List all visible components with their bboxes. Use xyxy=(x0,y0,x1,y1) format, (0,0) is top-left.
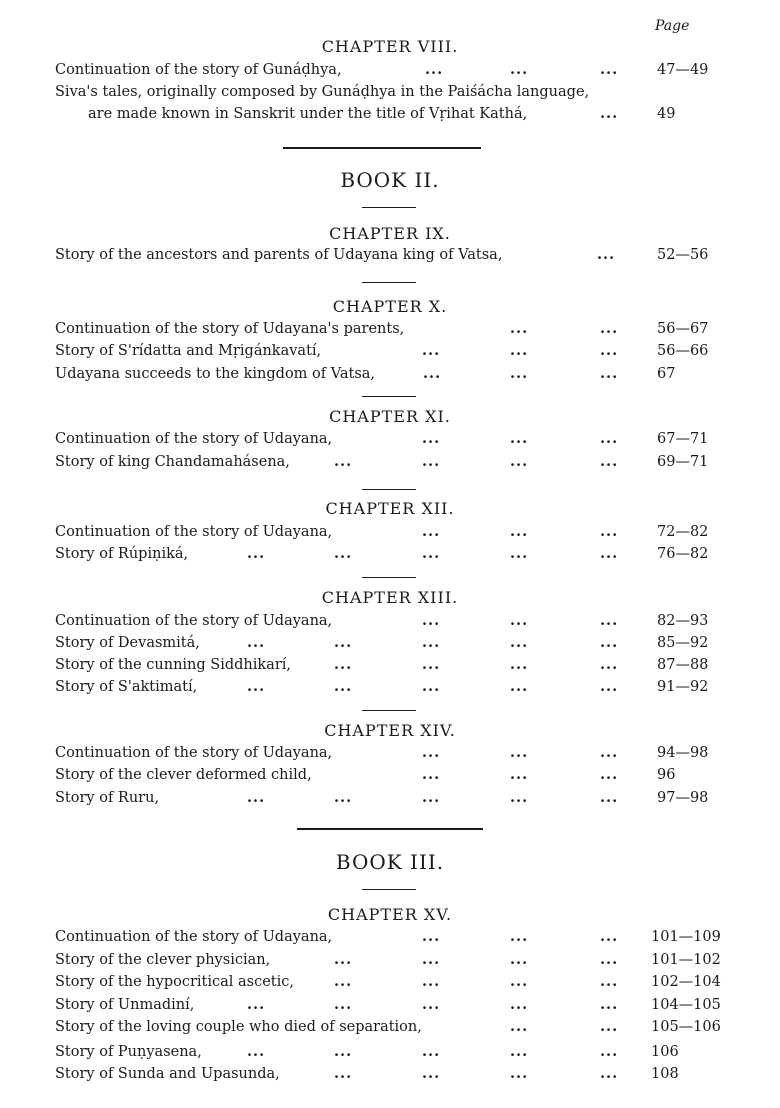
leader-dots: ... xyxy=(247,1043,266,1060)
leader-dots: ... xyxy=(600,523,619,540)
leader-dots: ... xyxy=(600,1065,619,1082)
toc-entry xyxy=(55,654,755,676)
leader-dots: ... xyxy=(600,951,619,968)
leader-dots: ... xyxy=(600,973,619,990)
toc-entry-pages: 67—71 xyxy=(657,431,709,447)
leader-dots: ... xyxy=(422,1043,441,1060)
toc-entry xyxy=(55,971,755,993)
leader-dots: ... xyxy=(422,342,441,359)
leader-dots: ... xyxy=(422,612,441,629)
toc-entry-title: Story of the ancestors and parents of Udayana king of Vatsa, xyxy=(55,247,503,263)
toc-entry-pages: 87—88 xyxy=(657,657,709,673)
leader-dots: ... xyxy=(247,634,266,651)
toc-entry-pages: 85—92 xyxy=(657,635,709,651)
toc-entry-pages: 101—109 xyxy=(651,929,721,945)
leader-dots: ... xyxy=(247,678,266,695)
toc-entry-pages: 72—82 xyxy=(657,524,709,540)
toc-entry-title: Continuation of the story of Gunáḍhya, xyxy=(55,62,342,78)
leader-dots: ... xyxy=(510,1018,529,1035)
toc-entry xyxy=(55,742,755,764)
leader-dots: ... xyxy=(334,656,353,673)
chapter-heading: CHAPTER XIII. xyxy=(321,588,459,607)
toc-entry-title: Story of the loving couple who died of separation, xyxy=(55,1019,422,1035)
leader-dots: ... xyxy=(600,545,619,562)
toc-entry-pages: 56—67 xyxy=(657,321,709,337)
leader-dots: ... xyxy=(510,996,529,1013)
leader-dots: ... xyxy=(334,996,353,1013)
toc-entry-title: Siva's tales, originally composed by Gunáḍhya in the Paiśácha language, xyxy=(55,84,590,100)
leader-dots: ... xyxy=(510,612,529,629)
toc-entry-pages: 101—102 xyxy=(651,952,721,968)
toc-entry-title: Story of king Chandamahásena, xyxy=(55,454,290,470)
leader-dots: ... xyxy=(510,523,529,540)
chapter-heading: CHAPTER XII. xyxy=(325,499,455,518)
leader-dots: ... xyxy=(247,789,266,806)
leader-dots: ... xyxy=(510,430,529,447)
toc-entry-pages: 56—66 xyxy=(657,343,709,359)
leader-dots: ... xyxy=(600,789,619,806)
leader-dots: ... xyxy=(600,1043,619,1060)
leader-dots: ... xyxy=(334,545,353,562)
leader-dots: ... xyxy=(334,789,353,806)
leader-dots: ... xyxy=(422,789,441,806)
toc-entry-pages: 108 xyxy=(651,1066,679,1082)
leader-dots: ... xyxy=(600,766,619,783)
leader-dots: ... xyxy=(247,996,266,1013)
toc-entry-title: Story of Unmadiní, xyxy=(55,997,195,1013)
toc-entry-title: Continuation of the story of Udayana, xyxy=(55,929,333,945)
toc-entry-title: Story of Ruru, xyxy=(55,790,160,806)
leader-dots: ... xyxy=(510,320,529,337)
leader-dots: ... xyxy=(247,545,266,562)
toc-entry-title: Udayana succeeds to the kingdom of Vatsa, xyxy=(55,366,376,382)
leader-dots: ... xyxy=(510,928,529,945)
leader-dots: ... xyxy=(422,656,441,673)
leader-dots: ... xyxy=(510,744,529,761)
toc-entry xyxy=(55,764,755,786)
leader-dots: ... xyxy=(510,634,529,651)
toc-entry xyxy=(55,59,755,81)
toc-entry-pages: 76—82 xyxy=(657,546,709,562)
leader-dots: ... xyxy=(334,1043,353,1060)
leader-dots: ... xyxy=(600,342,619,359)
leader-dots: ... xyxy=(510,453,529,470)
leader-dots: ... xyxy=(422,928,441,945)
leader-dots: ... xyxy=(510,951,529,968)
page-column-label: Page xyxy=(655,18,690,34)
leader-dots: ... xyxy=(334,634,353,651)
leader-dots: ... xyxy=(600,678,619,695)
toc-entry-title: Continuation of the story of Udayana, xyxy=(55,745,333,761)
toc-entry-pages: 104—105 xyxy=(651,997,721,1013)
toc-entry-title: Continuation of the story of Udayana's parents, xyxy=(55,321,405,337)
chapter-rule xyxy=(362,396,416,397)
toc-entry-pages: 102—104 xyxy=(651,974,721,990)
toc-entry-pages: 91—92 xyxy=(657,679,709,695)
leader-dots: ... xyxy=(425,61,444,78)
leader-dots: ... xyxy=(597,246,616,263)
toc-entry xyxy=(55,926,755,948)
toc-entry-title: Continuation of the story of Udayana, xyxy=(55,613,333,629)
toc-entry-title: Story of S'aktimatí, xyxy=(55,679,198,695)
book-heading: BOOK II. xyxy=(340,168,440,192)
leader-dots: ... xyxy=(423,365,442,382)
leader-dots: ... xyxy=(334,453,353,470)
leader-dots: ... xyxy=(510,61,529,78)
leader-dots: ... xyxy=(422,951,441,968)
chapter-heading: CHAPTER XV. xyxy=(327,905,453,924)
toc-entry-pages: 97—98 xyxy=(657,790,709,806)
leader-dots: ... xyxy=(600,61,619,78)
leader-dots: ... xyxy=(510,545,529,562)
chapter-rule xyxy=(362,577,416,578)
toc-entry-title: Story of the clever physician, xyxy=(55,952,271,968)
toc-entry-title: Story of Sunda and Upasunda, xyxy=(55,1066,280,1082)
leader-dots: ... xyxy=(600,365,619,382)
leader-dots: ... xyxy=(422,453,441,470)
toc-entry xyxy=(55,363,755,385)
chapter-heading: CHAPTER XIV. xyxy=(324,721,456,740)
leader-dots: ... xyxy=(422,678,441,695)
leader-dots: ... xyxy=(334,973,353,990)
book-heading: BOOK III. xyxy=(335,850,445,874)
toc-entry xyxy=(55,543,755,565)
leader-dots: ... xyxy=(510,678,529,695)
toc-entry xyxy=(55,1063,755,1085)
leader-dots: ... xyxy=(422,766,441,783)
leader-dots: ... xyxy=(510,365,529,382)
toc-entry-pages: 52—56 xyxy=(657,247,709,263)
leader-dots: ... xyxy=(422,545,441,562)
toc-entry-pages: 96 xyxy=(657,767,676,783)
toc-entry-pages: 82—93 xyxy=(657,613,709,629)
toc-entry xyxy=(55,787,755,809)
toc-entry xyxy=(55,949,755,971)
chapter-heading: CHAPTER IX. xyxy=(329,224,451,243)
chapter-rule xyxy=(362,282,416,283)
toc-entry-pages: 105—106 xyxy=(651,1019,721,1035)
toc-entry-pages: 94—98 xyxy=(657,745,709,761)
leader-dots: ... xyxy=(600,612,619,629)
leader-dots: ... xyxy=(600,453,619,470)
leader-dots: ... xyxy=(600,744,619,761)
toc-entry-title: are made known in Sanskrit under the title of Vṛihat Kathá, xyxy=(88,106,528,122)
toc-entry-title: Story of Puṇyasena, xyxy=(55,1044,202,1060)
leader-dots: ... xyxy=(422,996,441,1013)
toc-entry-title: Story of the cunning Siddhikarí, xyxy=(55,657,292,673)
toc-entry xyxy=(55,676,755,698)
leader-dots: ... xyxy=(510,766,529,783)
toc-entry xyxy=(55,244,755,266)
toc-entry xyxy=(55,1016,755,1038)
toc-entry-title: Continuation of the story of Udayana, xyxy=(55,431,333,447)
toc-entry-continuation xyxy=(55,103,755,125)
leader-dots: ... xyxy=(510,789,529,806)
leader-dots: ... xyxy=(422,523,441,540)
toc-entry-title: Story of the hypocritical ascetic, xyxy=(55,974,294,990)
heading-rule xyxy=(362,889,416,890)
chapter-heading: CHAPTER VIII. xyxy=(321,37,459,56)
toc-entry-title: Story of the clever deformed child, xyxy=(55,767,312,783)
leader-dots: ... xyxy=(600,430,619,447)
section-rule xyxy=(297,828,483,830)
toc-entry xyxy=(55,428,755,450)
leader-dots: ... xyxy=(510,973,529,990)
leader-dots: ... xyxy=(600,996,619,1013)
toc-entry xyxy=(55,1041,755,1063)
leader-dots: ... xyxy=(334,678,353,695)
toc-entry-title: Story of Devasmitá, xyxy=(55,635,200,651)
leader-dots: ... xyxy=(600,634,619,651)
leader-dots: ... xyxy=(600,1018,619,1035)
leader-dots: ... xyxy=(422,634,441,651)
toc-entry xyxy=(55,994,755,1016)
toc-entry-pages: 49 xyxy=(657,106,676,122)
toc-entry xyxy=(55,632,755,654)
chapter-rule xyxy=(362,489,416,490)
leader-dots: ... xyxy=(422,744,441,761)
toc-entry xyxy=(55,340,755,362)
toc-entry xyxy=(55,318,755,340)
leader-dots: ... xyxy=(600,928,619,945)
toc-entry xyxy=(55,451,755,473)
leader-dots: ... xyxy=(422,1065,441,1082)
toc-entry xyxy=(55,521,755,543)
section-rule xyxy=(283,147,481,149)
heading-rule xyxy=(362,207,416,208)
toc-entry xyxy=(55,81,755,103)
toc-entry-title: Story of S'rídatta and Mṛigánkavatí, xyxy=(55,343,322,359)
toc-entry-title: Story of Rúpiṇiká, xyxy=(55,546,189,562)
leader-dots: ... xyxy=(600,320,619,337)
leader-dots: ... xyxy=(510,656,529,673)
leader-dots: ... xyxy=(334,1065,353,1082)
leader-dots: ... xyxy=(510,1065,529,1082)
leader-dots: ... xyxy=(422,430,441,447)
chapter-heading: CHAPTER XI. xyxy=(329,407,451,426)
leader-dots: ... xyxy=(510,1043,529,1060)
toc-entry xyxy=(55,610,755,632)
leader-dots: ... xyxy=(510,342,529,359)
toc-entry-pages: 106 xyxy=(651,1044,679,1060)
toc-entry-title: Continuation of the story of Udayana, xyxy=(55,524,333,540)
toc-entry-pages: 47—49 xyxy=(657,62,709,78)
chapter-heading: CHAPTER X. xyxy=(332,297,448,316)
toc-entry-pages: 69—71 xyxy=(657,454,709,470)
toc-entry-pages: 67 xyxy=(657,366,676,382)
chapter-rule xyxy=(362,710,416,711)
leader-dots: ... xyxy=(600,656,619,673)
leader-dots: ... xyxy=(334,951,353,968)
leader-dots: ... xyxy=(422,973,441,990)
leader-dots: ... xyxy=(600,105,619,122)
